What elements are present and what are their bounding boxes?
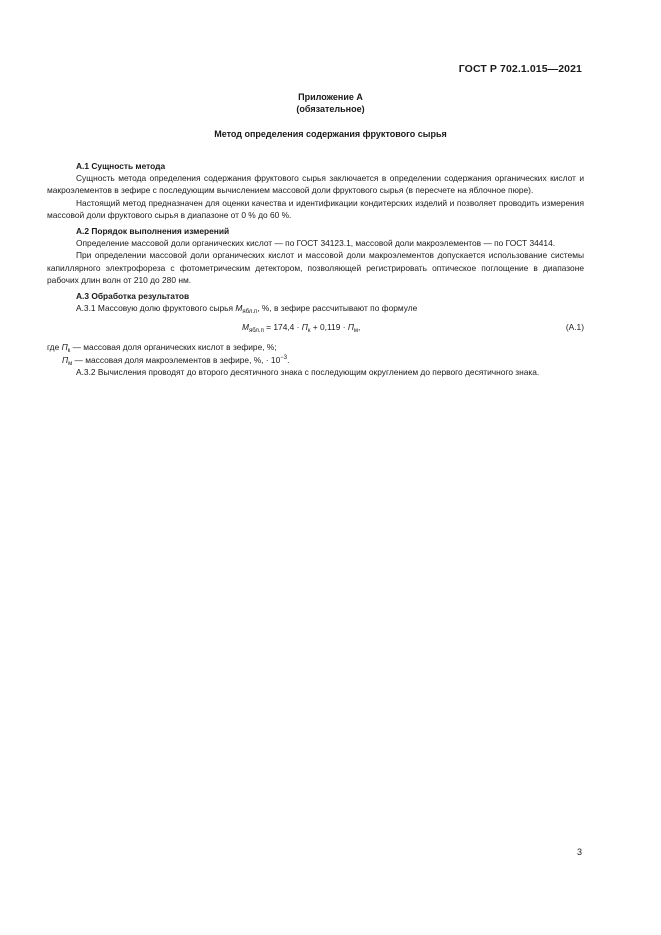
formula-a1 bbox=[47, 321, 584, 335]
section-a3-heading: А.3 Обработка результатов bbox=[76, 291, 190, 302]
section-a2-paragraph-2: При определении массовой доли органических кислот и массовой доли макроэлементов допускается использование системы капиллярного электрофореза с фотометрическим детектором, позволяющей регистрировать оптическое поглощение в диапазоне рабочих длин волн от 210 до 280 нм. bbox=[47, 250, 584, 285]
section-a1-heading: А.1 Сущность метода bbox=[76, 161, 166, 171]
formula-number: (А.1) bbox=[565, 322, 584, 333]
appendix-status: (обязательное) bbox=[296, 104, 365, 114]
section-a1-paragraph-2: Настоящий метод предназначен для оценки качества и идентификации кондитерских изделий и позволяет проводить измерения массовой доли фруктового сырья в диапазоне от 0 % до 60 %. bbox=[47, 197, 584, 220]
section-a1-paragraph-1: Сущность метода определения содержания фруктового сырья заключается в определении содержания органических кислот и макроэлементов в зефире с последующим вычислением массовой доли фруктового сырья (в пересчете на яблочное пюре). bbox=[47, 173, 584, 196]
section-a3-paragraph-2: А.3.2 Вычисления проводят до второго десятичного знака с последующим округлением до первого десятичного знака. bbox=[76, 366, 540, 377]
document-body bbox=[47, 160, 584, 378]
where-line-1: где $П_к$ — массовая доля органических кислот в зефире, %; bbox=[47, 342, 277, 355]
section-a2-heading: А.2 Порядок выполнения измерений bbox=[76, 226, 230, 237]
formula-expression: $M_{ябл.п} = 174,4 \cdot П_к + 0,119 \cdot П_м$, bbox=[242, 322, 361, 335]
section-a2-paragraph-1: Определение массовой доли органических кислот — по ГОСТ 34123.1, массовой доли макроэлементов — по ГОСТ 34414. bbox=[76, 238, 556, 249]
standard-header: ГОСТ Р 702.1.015—2021 bbox=[458, 63, 582, 75]
appendix-title: Приложение А bbox=[298, 92, 363, 102]
page-number: 3 bbox=[577, 847, 583, 857]
document-title: Метод определения содержания фруктового сырья bbox=[214, 129, 447, 139]
where-line-2: $П_м$ — массовая доля макроэлементов в зефире, %, · $10^{-3}$. bbox=[62, 354, 290, 367]
section-a3-paragraph-1: А.3.1 Массовую долю фруктового сырья $M_{ябл.п}$, %, в зефире рассчитывают по формуле bbox=[76, 303, 418, 316]
